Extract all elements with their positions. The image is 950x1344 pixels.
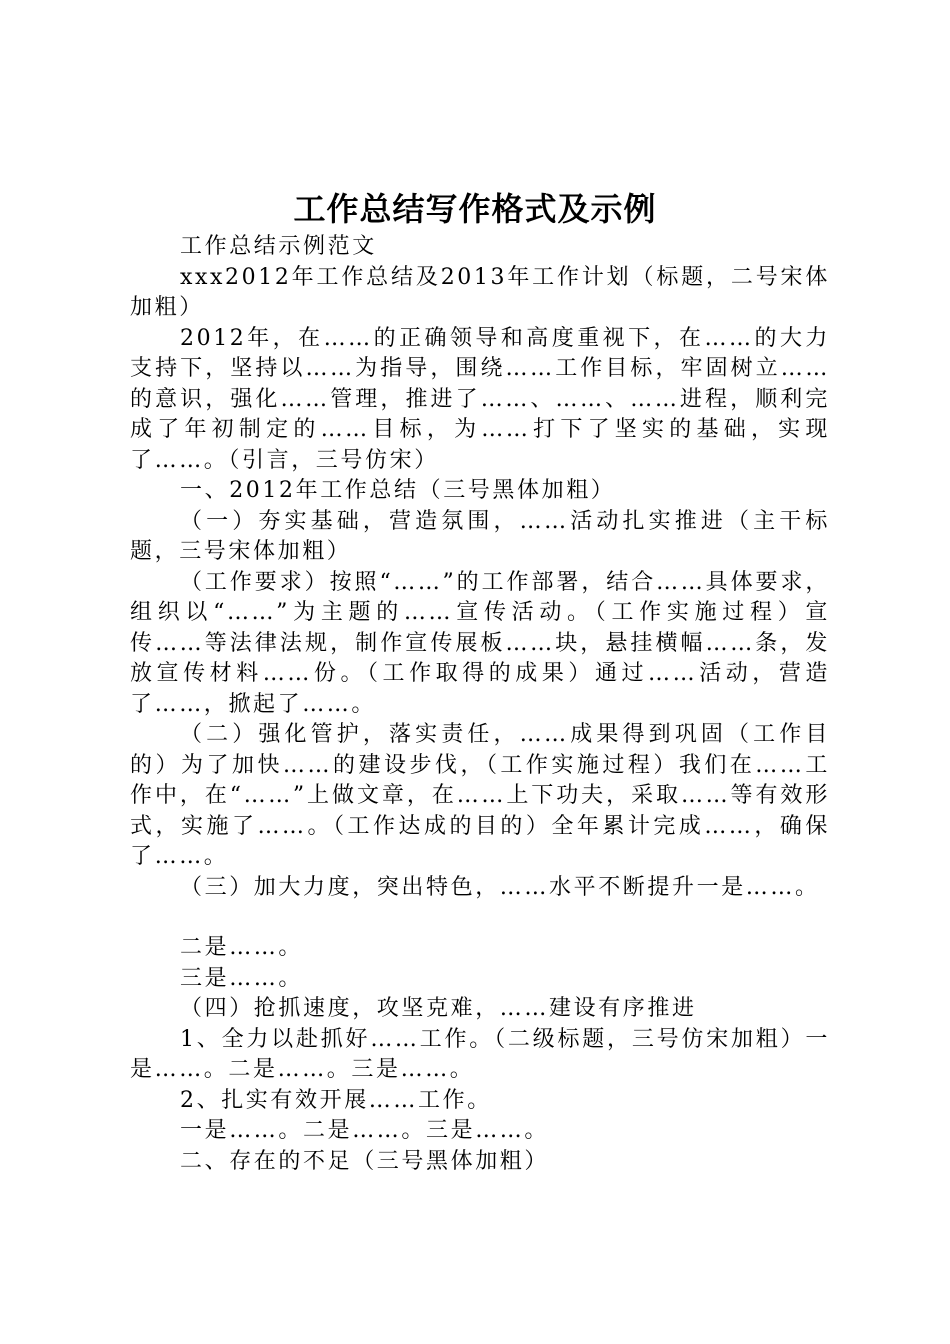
paragraph-example-heading: 工作总结示例范文 xyxy=(180,234,377,259)
paragraph-item-one: 1、全力以赴抓好……工作。（二级标题，三号仿宋加粗）一是……。二是……。三是……。 xyxy=(130,1026,830,1082)
document-title: 工作总结写作格式及示例 xyxy=(293,190,657,228)
section-heading-summary: 一、2012年工作总结（三号黑体加粗） xyxy=(180,478,616,503)
paragraph-work-requirements: （工作要求）按照“……”的工作部署，结合……具体要求，组织以“……”为主题的……宣传活动。（工作实施过程）宣传……等法律法规，制作宣传展板……块，悬挂横幅……条，发放宣传材料……份。（工作取得的成果）通过……活动，营造了……，掀起了……。 xyxy=(130,569,830,717)
paragraph-introduction: 2012年，在……的正确领导和高度重视下，在……的大力支持下，坚持以……为指导，围绕……工作目标，牢固树立……的意识，强化……管理，推进了……、……、……进程，顺利完成了年初制定的……目标，为……打下了坚实的基础，实现了……。（引言，三号仿宋） xyxy=(130,325,830,473)
subheading-one: （一）夯实基础，营造氛围，……活动扎实推进（主干标题，三号宋体加粗） xyxy=(130,508,830,564)
paragraph-item-two-points: 一是……。二是……。三是……。 xyxy=(180,1118,550,1143)
paragraph-second-point: 二是……。 xyxy=(180,935,304,960)
section-heading-shortcomings: 二、存在的不足（三号黑体加粗） xyxy=(180,1148,550,1174)
subheading-four: （四）抢抓速度，攻坚克难，……建设有序推进 xyxy=(180,996,697,1021)
paragraph-item-two: 2、扎实有效开展……工作。 xyxy=(180,1087,492,1113)
paragraph-report-title: xxx2012年工作总结及2013年工作计划（标题，二号宋体加粗） xyxy=(130,264,830,320)
subheading-three: （三）加大力度，突出特色，……水平不断提升一是……。 xyxy=(180,874,820,900)
subheading-two: （二）强化管护，落实责任，……成果得到巩固（工作目的）为了加快……的建设步伐，（工作实施过程）我们在……工作中，在“……”上做文章，在……上下功夫，采取……等有效形式，实施了……。（工作达成的目的）全年累计完成……，确保了……。 xyxy=(130,722,830,869)
document-body xyxy=(130,232,830,1177)
paragraph-third-point: 三是……。 xyxy=(180,965,304,991)
